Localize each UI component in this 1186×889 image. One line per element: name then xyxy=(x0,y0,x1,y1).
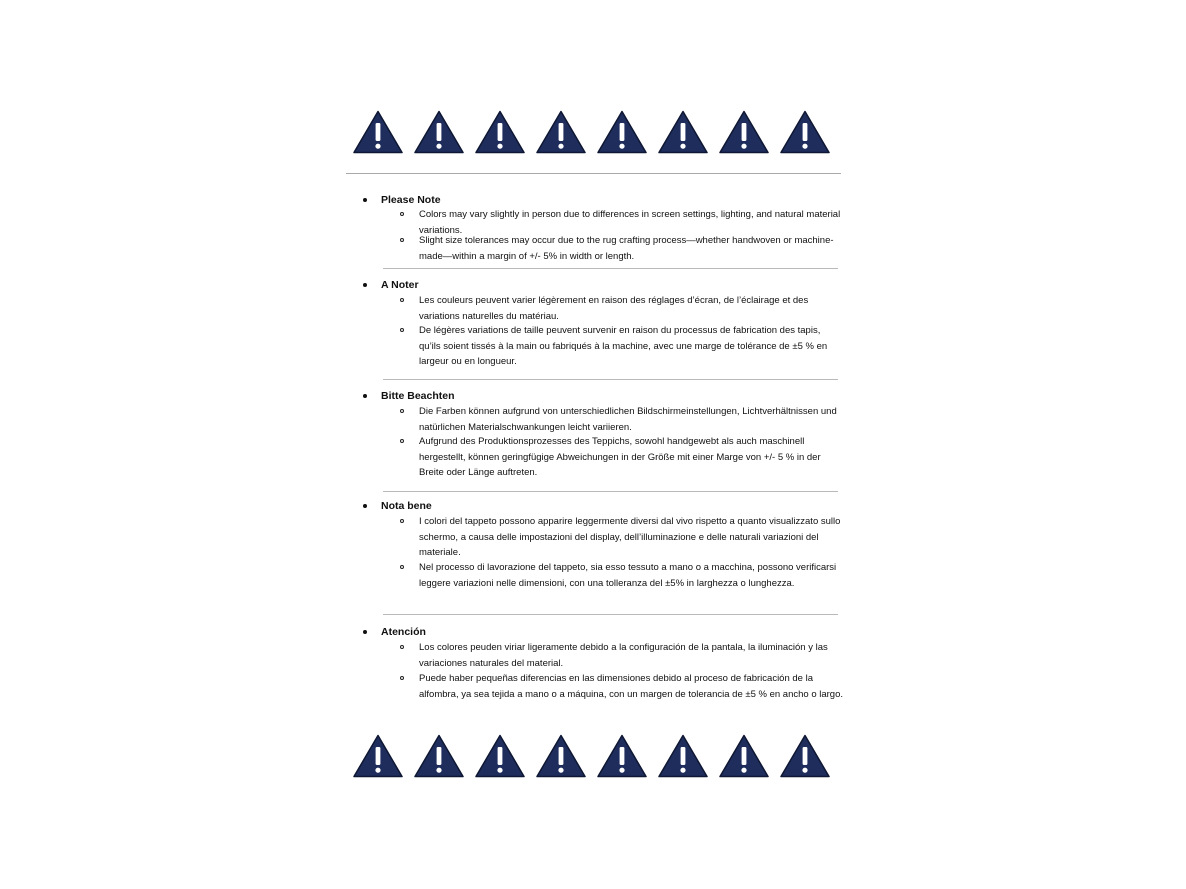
warning-triangle-icon xyxy=(657,733,709,779)
item-text: Los colores peuden viriar ligeramente debido a la configuración de la pantala, la iluminación y las variaciones naturales del material. xyxy=(419,642,828,669)
warning-triangle-icon xyxy=(779,109,831,155)
header-divider xyxy=(346,173,841,174)
section-divider xyxy=(383,268,838,269)
warning-triangle-icon xyxy=(352,733,404,779)
warning-triangle-icon xyxy=(535,109,587,155)
warning-triangle-icon xyxy=(779,733,831,779)
warning-triangle-icon xyxy=(657,109,709,155)
item-text: Aufgrund des Produktionsprozesses des Teppichs, sowohl handgewebt als auch maschinell hergestellt, können geringfügige Abweichungen in der Größe mit einer Marge von +/- 5 % in der Breite oder Länge auftreten. xyxy=(419,436,821,478)
warning-triangle-icon xyxy=(596,733,648,779)
item-text: De légères variations de taille peuvent survenir en raison du processus de fabrication des tapis, qu’ils soient tissés à la main ou fabriqués à la machine, avec une marge de tolérance de ±5 % en largeur ou en longueur. xyxy=(419,325,828,367)
warning-triangle-icon xyxy=(413,109,465,155)
warning-icons-bottom xyxy=(352,733,832,779)
sub-bullet-icon xyxy=(400,676,404,680)
warning-triangle-icon xyxy=(474,733,526,779)
sub-bullet-icon xyxy=(400,298,404,302)
sub-bullet-icon xyxy=(400,439,404,443)
sub-bullet-icon xyxy=(400,565,404,569)
bullet-icon xyxy=(363,198,367,202)
sub-bullet-icon xyxy=(400,409,404,413)
section-title: Nota bene xyxy=(381,500,432,512)
item-text: Slight size tolerances may occur due to the rug crafting process—whether handwoven or machine-made—within a margin of +/- 5% in width or length. xyxy=(419,235,834,262)
section-title: Bitte Beachten xyxy=(381,390,455,402)
bullet-icon xyxy=(363,504,367,508)
item-text: Puede haber pequeñas diferencias en las dimensiones debido al proceso de fabricación de la alfombra, ya sea tejida a mano o a máquina, con un margen de tolerancia de ±5 % en ancho o largo. xyxy=(419,673,844,700)
sub-bullet-icon xyxy=(400,328,404,332)
sub-bullet-icon xyxy=(400,645,404,649)
warning-triangle-icon xyxy=(413,733,465,779)
section-divider xyxy=(383,614,838,615)
item-text: Les couleurs peuvent varier légèrement en raison des réglages d’écran, de l’éclairage et des variations naturelles du matériau. xyxy=(419,295,809,322)
section-divider xyxy=(383,379,838,380)
item-text: Nel processo di lavorazione del tappeto, sia esso tessuto a mano o a macchina, possono verificarsi leggere variazioni nelle dimensioni, con una tolleranza del ±5% in larghezza o lunghezza. xyxy=(419,562,837,589)
warning-triangle-icon xyxy=(352,109,404,155)
bullet-icon xyxy=(363,394,367,398)
section-title: A Noter xyxy=(381,279,419,291)
warning-triangle-icon xyxy=(474,109,526,155)
warning-icons-top xyxy=(352,109,832,155)
section-title: Please Note xyxy=(381,194,441,206)
sub-bullet-icon xyxy=(400,519,404,523)
item-text: Colors may vary slightly in person due to differences in screen settings, lighting, and natural material variations. xyxy=(419,209,841,236)
section-divider xyxy=(383,491,838,492)
bullet-icon xyxy=(363,283,367,287)
bullet-icon xyxy=(363,630,367,634)
warning-triangle-icon xyxy=(718,733,770,779)
item-text: I colori del tappeto possono apparire leggermente diversi dal vivo rispetto a quanto visualizzato sullo schermo, a causa delle impostazioni del display, dell’illuminazione e delle naturali variazioni del materiale. xyxy=(419,516,841,558)
sub-bullet-icon xyxy=(400,212,404,216)
item-text: Die Farben können aufgrund von unterschiedlichen Bildschirmeinstellungen, Lichtverhältnissen und natürlichen Materialschwankungen leicht variieren. xyxy=(419,406,837,433)
section-title: Atención xyxy=(381,626,426,638)
sub-bullet-icon xyxy=(400,238,404,242)
warning-triangle-icon xyxy=(596,109,648,155)
warning-triangle-icon xyxy=(718,109,770,155)
warning-triangle-icon xyxy=(535,733,587,779)
